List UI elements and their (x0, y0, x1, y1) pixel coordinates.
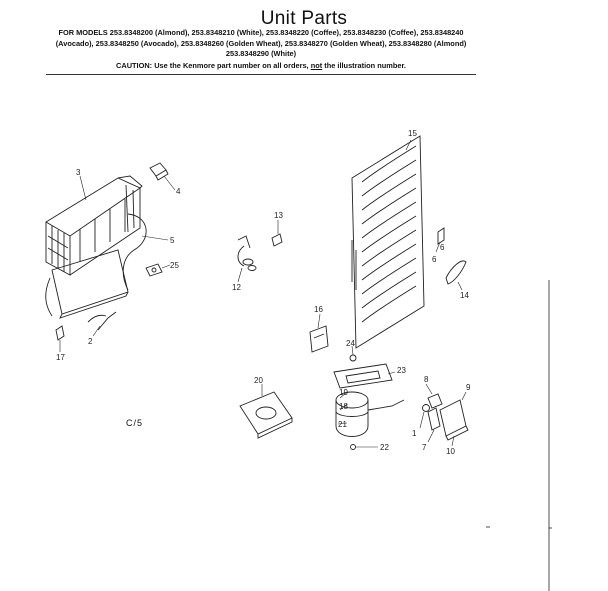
callout-2: 2 (88, 337, 93, 346)
callout-24: 24 (346, 339, 355, 348)
clip-part-6 (438, 228, 444, 244)
callout-21: 21 (338, 420, 347, 429)
diagram-code: C/5 (126, 418, 144, 428)
tray-part-23 (334, 364, 392, 388)
caution-suffix: the illustration number. (324, 61, 406, 70)
callout-16: 16 (314, 305, 323, 314)
condenser-tubing (46, 214, 146, 316)
callout-4: 4 (176, 187, 181, 196)
callout-19: 19 (339, 388, 348, 397)
callout-25: 25 (170, 261, 179, 270)
models-list: FOR MODELS 253.8348200 (Almond), 253.8348210 (White), 253.8348220 (Coffee), 253.8348230 (Coffee), 253.8348240 (Avocado), 253.8348250 (Avocado), 253.8348260 (Golden Wheat), 253.8348270 (Golden Wheat), 253.8348280 (Almond) 253.8348290 (White) (55, 28, 467, 58)
grommet-part-25 (146, 264, 162, 276)
clip-part-11 (423, 405, 430, 412)
base-plate-part-20 (240, 392, 292, 438)
callout-23: 23 (397, 366, 406, 375)
callout-7: 7 (422, 443, 427, 452)
callout-13: 13 (274, 211, 283, 220)
gasket-part-14 (446, 261, 466, 284)
compressor (336, 392, 404, 437)
leader-lines (60, 140, 466, 447)
condenser-coil (46, 176, 142, 275)
relay-part-9 (440, 400, 468, 440)
callout-6-top: 6 (432, 255, 437, 264)
callout-1: 1 (412, 429, 417, 438)
callout-22: 22 (380, 443, 389, 452)
callout-15: 15 (408, 129, 417, 138)
callout-9: 9 (466, 383, 471, 392)
bracket-part-16 (310, 326, 328, 352)
wire-harness-part-12 (238, 236, 256, 271)
callout-6-clip: 6 (440, 243, 445, 252)
evaporator-coil (352, 136, 424, 348)
callout-3: 3 (76, 168, 81, 177)
tube-part-2 (88, 312, 116, 330)
callout-12: 12 (232, 283, 241, 292)
callout-18: 18 (339, 402, 348, 411)
clip-part-17 (56, 326, 64, 340)
callout-17: 17 (56, 353, 65, 362)
callout-8: 8 (424, 375, 429, 384)
callout-5: 5 (170, 236, 175, 245)
page-title: Unit Parts (260, 8, 348, 29)
overload-part-8 (428, 394, 442, 408)
scan-edge-marks (486, 280, 552, 591)
callout-10: 10 (446, 447, 455, 456)
caution-prefix: CAUTION: Use the Kenmore part number on all orders, (116, 61, 309, 70)
condenser-tray (52, 250, 128, 318)
grommet-part-24 (350, 355, 356, 361)
bracket-part-13 (272, 234, 282, 246)
callout-14: 14 (460, 291, 469, 300)
grommet-part-22 (351, 445, 356, 450)
callout-20: 20 (254, 376, 263, 385)
caution-not: not (310, 61, 323, 70)
cover-part-7 (428, 408, 440, 430)
